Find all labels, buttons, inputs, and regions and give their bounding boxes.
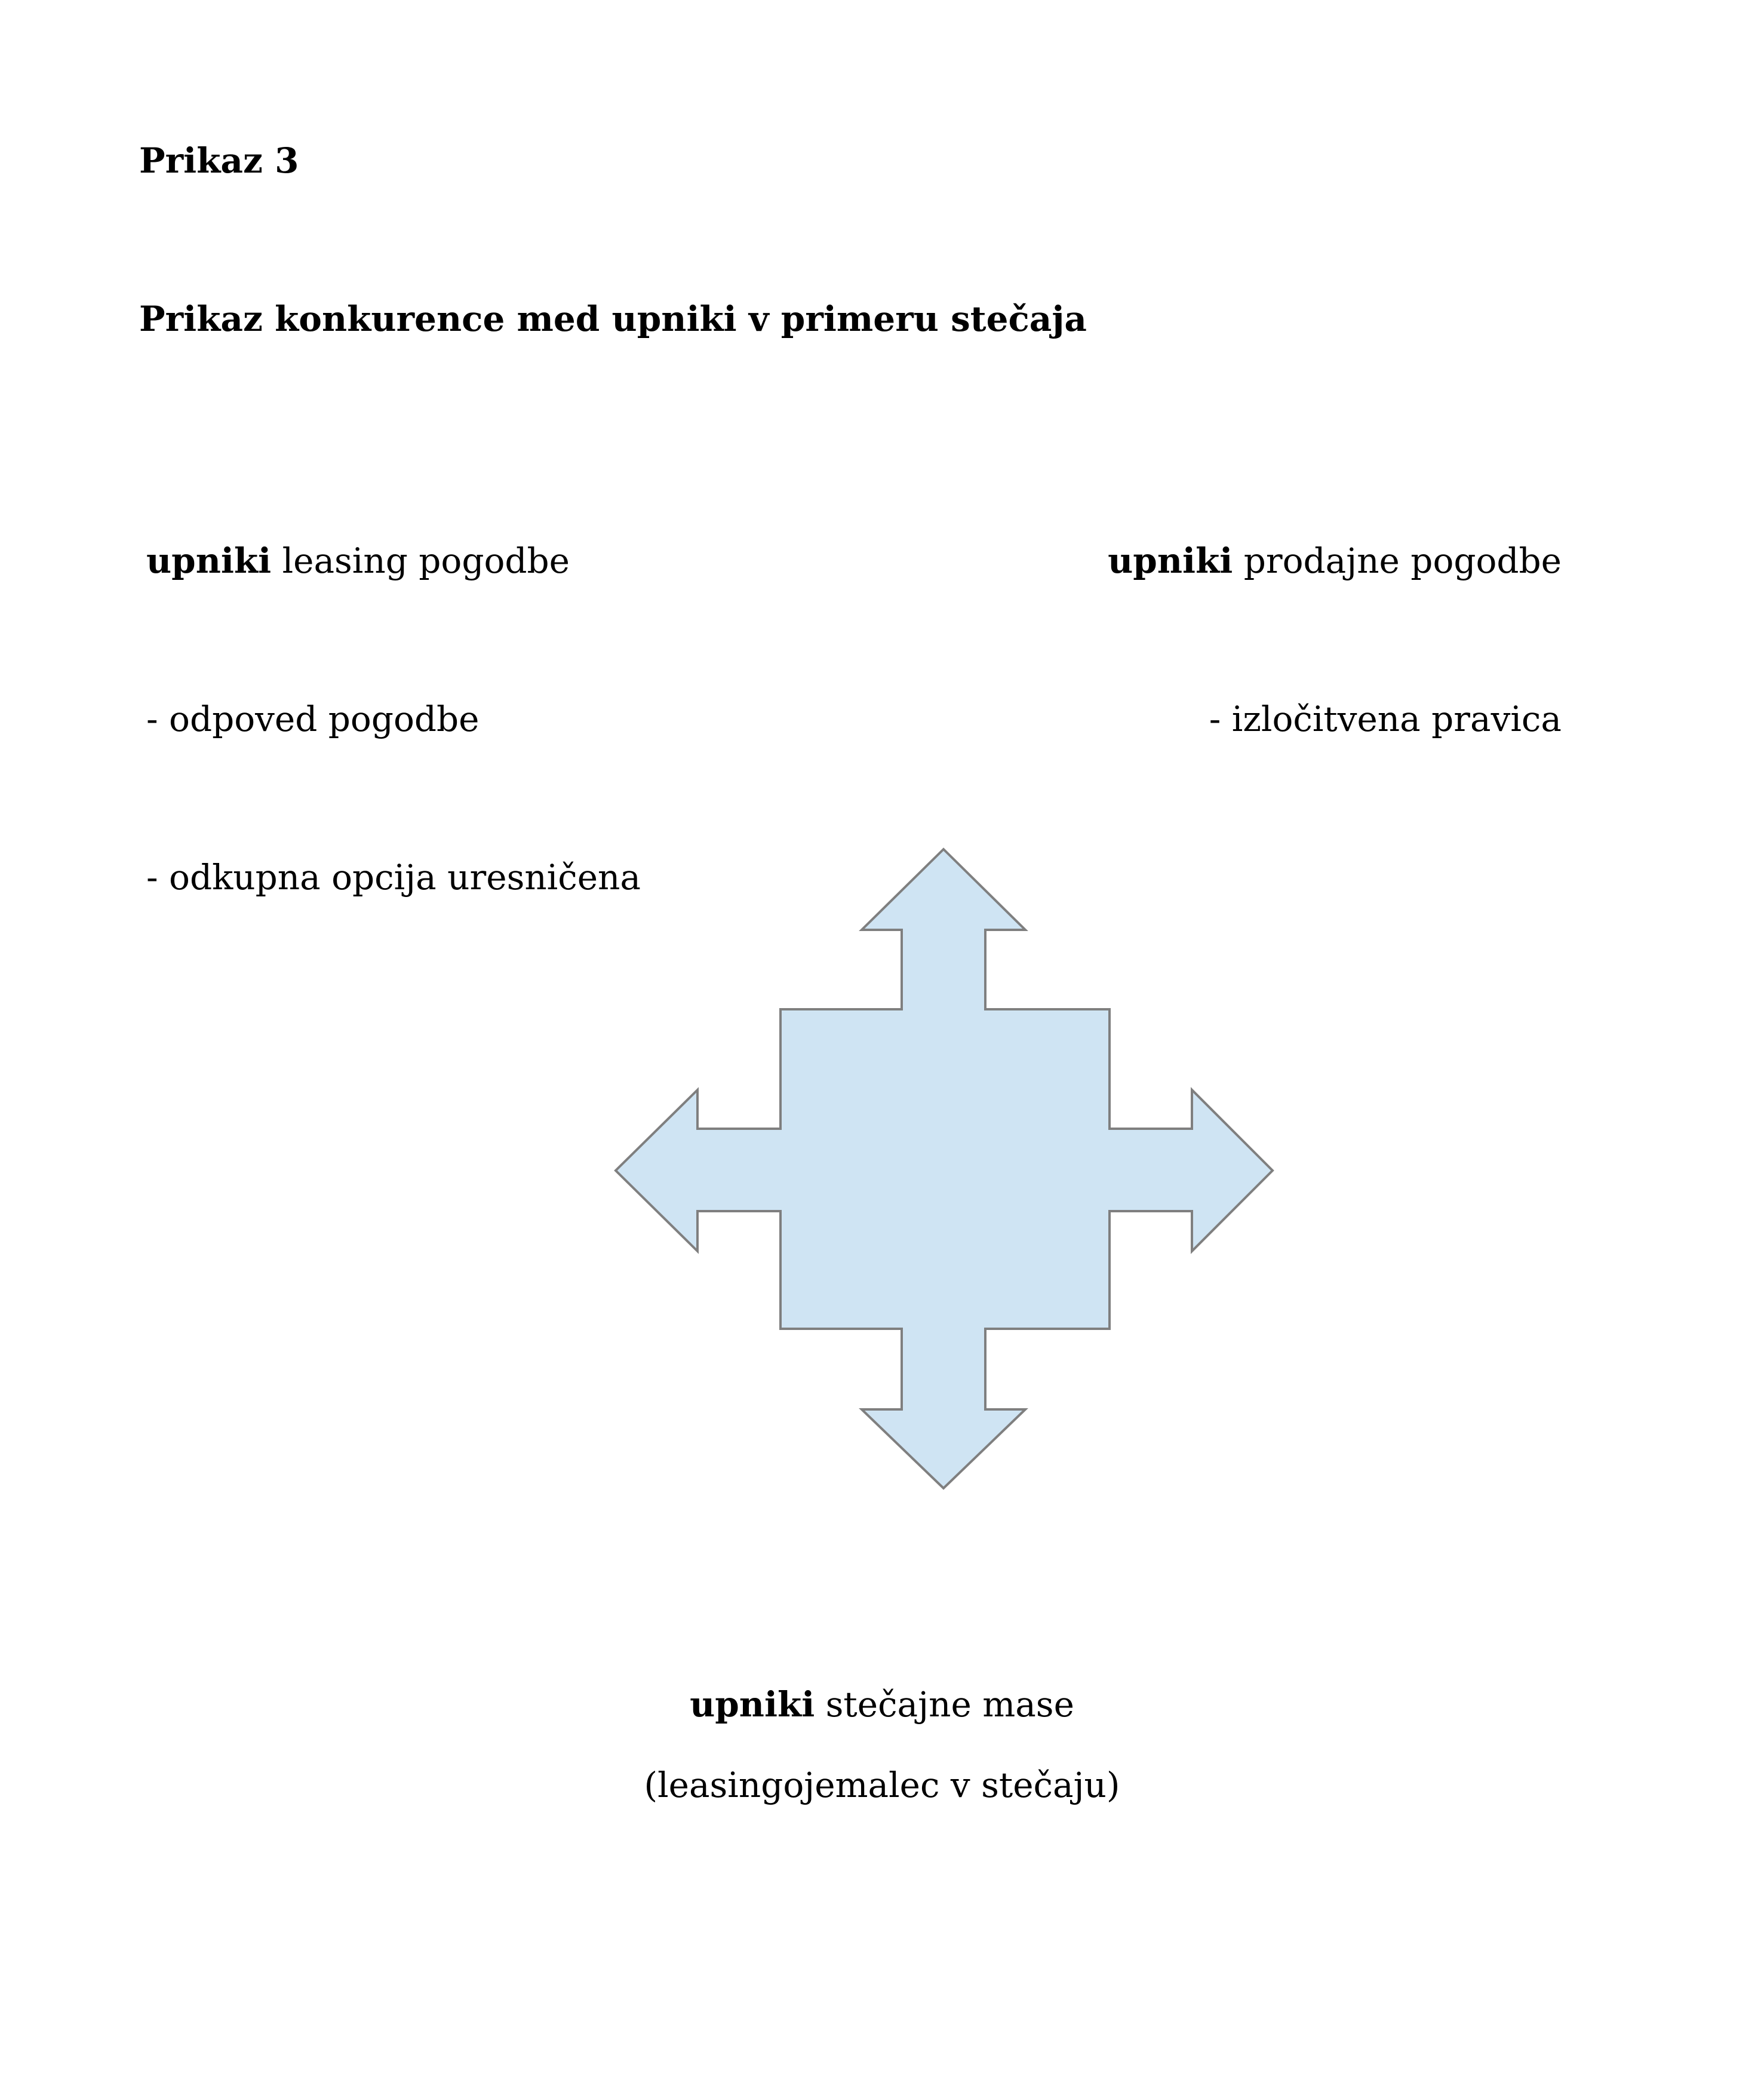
leasing-creditors-rest: leasing pogodbe (271, 540, 570, 581)
sale-item-separation-right: - izločitvena pravica (1209, 699, 1562, 739)
four-way-arrow-shape (616, 849, 1273, 1488)
estate-creditors-subtitle: (leasingojemalec v stečaju) (644, 1765, 1120, 1805)
sale-creditors-rest: prodajne pogodbe (1233, 540, 1562, 581)
estate-creditors-bold-word: upniki (690, 1684, 815, 1725)
leasing-creditors-bold-word: upniki (146, 540, 272, 581)
leasing-item-purchase-option: - odkupna opcija uresničena (146, 857, 641, 898)
sale-creditors-bold-word: upniki (1108, 540, 1233, 581)
figure-title: Prikaz konkurence med upniki v primeru stečaja (139, 299, 1087, 339)
leasing-item-termination: - odpoved pogodbe (146, 699, 480, 739)
figure-label: Prikaz 3 (139, 140, 299, 181)
estate-creditors-rest: stečajne mase (815, 1684, 1074, 1725)
estate-creditors-heading (0, 1684, 1764, 1725)
